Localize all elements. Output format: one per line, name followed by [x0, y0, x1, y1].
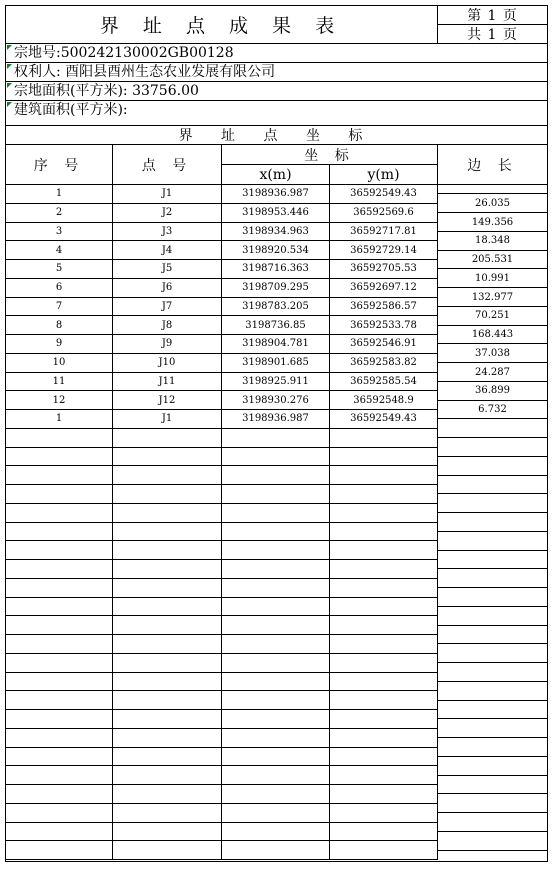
cell-y — [330, 635, 438, 653]
cell-y — [330, 710, 438, 728]
boundary-point-table — [5, 5, 548, 862]
cell-marker-icon — [7, 102, 12, 107]
cell-point: J6 — [113, 279, 222, 297]
cell-seq — [6, 804, 113, 822]
cell-point — [113, 429, 222, 447]
table-row — [6, 373, 438, 392]
cell-point — [113, 448, 222, 466]
side-length: 168.443 — [438, 326, 547, 345]
cell-seq — [6, 823, 113, 841]
table-row — [6, 410, 438, 429]
cell-y — [330, 541, 438, 559]
cell-point: J3 — [113, 223, 222, 241]
cell-seq — [6, 523, 113, 541]
column-seq: 序 号 — [6, 145, 113, 185]
side-spacer — [438, 185, 547, 194]
cell-point — [113, 748, 222, 766]
cell-x — [222, 635, 330, 653]
table-row — [6, 485, 438, 504]
side-length-column — [438, 185, 547, 851]
cell-y — [330, 579, 438, 597]
column-point: 点 号 — [113, 145, 222, 185]
table-row — [6, 204, 438, 223]
cell-seq — [6, 504, 113, 522]
cell-x — [222, 729, 330, 747]
owner: 权利人: 酉阳县酉州生态农业发展有限公司 — [14, 64, 276, 80]
cell-x — [222, 748, 330, 766]
side-length — [438, 738, 547, 757]
column-x: x(m) — [222, 165, 330, 185]
cell-x — [222, 654, 330, 672]
side-length — [438, 419, 547, 438]
table-row — [6, 748, 438, 767]
cell-point — [113, 804, 222, 822]
cell-seq: 2 — [6, 204, 113, 222]
cell-seq: 6 — [6, 279, 113, 297]
cell-point — [113, 766, 222, 784]
table-row — [6, 729, 438, 748]
cell-seq: 1 — [6, 185, 113, 203]
side-length — [438, 438, 547, 457]
cell-x — [222, 504, 330, 522]
side-length — [438, 513, 547, 532]
side-length — [438, 832, 547, 851]
cell-point: J5 — [113, 260, 222, 278]
cell-y: 36592697.12 — [330, 279, 438, 297]
cell-y — [330, 729, 438, 747]
side-length — [438, 569, 547, 588]
cell-x — [222, 448, 330, 466]
cell-y: 36592585.54 — [330, 373, 438, 391]
side-length: 132.977 — [438, 288, 547, 307]
cell-point — [113, 785, 222, 803]
cell-seq — [6, 785, 113, 803]
cell-x — [222, 804, 330, 822]
table-row — [6, 466, 438, 485]
table-row — [6, 448, 438, 467]
cell-point — [113, 673, 222, 691]
cell-x — [222, 523, 330, 541]
parcel-area: 宗地面积(平方米): 33756.00 — [14, 83, 199, 99]
cell-y: 36592549.43 — [330, 185, 438, 203]
table-row — [6, 391, 438, 410]
cell-x — [222, 766, 330, 784]
cell-seq — [6, 466, 113, 484]
cell-seq: 1 — [6, 410, 113, 428]
table-row — [6, 598, 438, 617]
cell-x: 3198925.911 — [222, 373, 330, 391]
cell-y — [330, 429, 438, 447]
cell-y — [330, 673, 438, 691]
side-length: 26.035 — [438, 194, 547, 213]
cell-point — [113, 523, 222, 541]
cell-y — [330, 823, 438, 841]
cell-point — [113, 729, 222, 747]
table-row — [6, 560, 438, 579]
side-length: 205.531 — [438, 251, 547, 270]
table-row — [6, 616, 438, 635]
cell-y: 36592533.78 — [330, 316, 438, 334]
column-y: y(m) — [330, 165, 438, 185]
side-length: 149.356 — [438, 213, 547, 232]
side-length: 37.038 — [438, 344, 547, 363]
building-area: 建筑面积(平方米): — [14, 102, 128, 118]
cell-y: 36592717.81 — [330, 223, 438, 241]
cell-marker-icon — [7, 64, 12, 69]
cell-y: 36592705.53 — [330, 260, 438, 278]
cell-y — [330, 504, 438, 522]
table-row — [6, 298, 438, 317]
cell-point — [113, 485, 222, 503]
cell-y: 36592729.14 — [330, 241, 438, 259]
cell-seq — [6, 541, 113, 559]
cell-x — [222, 485, 330, 503]
cell-seq: 11 — [6, 373, 113, 391]
cell-y — [330, 448, 438, 466]
table-row — [6, 766, 438, 785]
cell-x: 3198936.987 — [222, 185, 330, 203]
table-row — [6, 279, 438, 298]
cell-seq: 8 — [6, 316, 113, 334]
cell-point: J1 — [113, 410, 222, 428]
cell-x: 3198709.295 — [222, 279, 330, 297]
cell-seq: 7 — [6, 298, 113, 316]
side-length: 18.348 — [438, 232, 547, 251]
table-row — [6, 579, 438, 598]
table-row — [6, 335, 438, 354]
side-length — [438, 626, 547, 645]
cell-seq — [6, 841, 113, 859]
cell-x: 3198920.534 — [222, 241, 330, 259]
cell-x: 3198901.685 — [222, 354, 330, 372]
cell-y: 36592546.91 — [330, 335, 438, 353]
cell-x — [222, 598, 330, 616]
cell-x — [222, 560, 330, 578]
cell-point: J8 — [113, 316, 222, 334]
parcel-number: 宗地号:500242130002GB00128 — [14, 45, 234, 61]
cell-y: 36592583.82 — [330, 354, 438, 372]
cell-y — [330, 523, 438, 541]
side-length — [438, 813, 547, 832]
cell-seq — [6, 429, 113, 447]
cell-marker-icon — [7, 45, 12, 50]
table-row — [6, 635, 438, 654]
cell-y — [330, 766, 438, 784]
cell-y — [330, 841, 438, 859]
cell-point — [113, 691, 222, 709]
owner-row — [6, 63, 547, 82]
cell-x: 3198736.85 — [222, 316, 330, 334]
table-row — [6, 504, 438, 523]
table-row — [6, 241, 438, 260]
cell-seq — [6, 448, 113, 466]
cell-y — [330, 560, 438, 578]
cell-seq: 12 — [6, 391, 113, 409]
side-length: 24.287 — [438, 363, 547, 382]
cell-x: 3198934.963 — [222, 223, 330, 241]
cell-x — [222, 579, 330, 597]
table-row — [6, 523, 438, 542]
cell-y — [330, 485, 438, 503]
cell-seq — [6, 598, 113, 616]
page-current: 第 1 页 — [438, 6, 547, 25]
cell-y — [330, 616, 438, 634]
cell-seq: 4 — [6, 241, 113, 259]
cell-y: 36592548.9 — [330, 391, 438, 409]
side-length: 6.732 — [438, 401, 547, 420]
cell-seq — [6, 579, 113, 597]
cell-seq — [6, 748, 113, 766]
cell-x — [222, 691, 330, 709]
table-row — [6, 691, 438, 710]
cell-x: 3198904.781 — [222, 335, 330, 353]
cell-seq — [6, 635, 113, 653]
cell-point — [113, 823, 222, 841]
cell-point: J11 — [113, 373, 222, 391]
cell-point: J1 — [113, 185, 222, 203]
side-length — [438, 701, 547, 720]
cell-x: 3198936.987 — [222, 410, 330, 428]
side-length — [438, 644, 547, 663]
cell-y: 36592586.57 — [330, 298, 438, 316]
side-length — [438, 719, 547, 738]
cell-point — [113, 841, 222, 859]
cell-point: J2 — [113, 204, 222, 222]
parcel-number-row — [6, 44, 547, 63]
side-length: 36.899 — [438, 382, 547, 401]
cell-point — [113, 560, 222, 578]
cell-x — [222, 841, 330, 859]
cell-point: J12 — [113, 391, 222, 409]
table-row — [6, 185, 438, 204]
cell-x — [222, 616, 330, 634]
cell-point — [113, 635, 222, 653]
cell-point — [113, 616, 222, 634]
cell-y — [330, 598, 438, 616]
cell-x — [222, 541, 330, 559]
building-area-row — [6, 101, 547, 126]
cell-seq: 10 — [6, 354, 113, 372]
side-length: 70.251 — [438, 307, 547, 326]
side-length: 10.991 — [438, 269, 547, 288]
cell-point — [113, 654, 222, 672]
cell-x — [222, 673, 330, 691]
cell-point: J10 — [113, 354, 222, 372]
side-length — [438, 794, 547, 813]
table-title: 界 址 点 成 果 表 — [6, 6, 438, 44]
side-length — [438, 757, 547, 776]
column-side-length: 边 长 — [438, 145, 547, 185]
cell-seq: 9 — [6, 335, 113, 353]
cell-x — [222, 785, 330, 803]
table-row — [6, 316, 438, 335]
cell-y — [330, 804, 438, 822]
cell-seq: 5 — [6, 260, 113, 278]
side-length — [438, 663, 547, 682]
table-row — [6, 841, 438, 860]
cell-seq — [6, 691, 113, 709]
cell-x: 3198953.446 — [222, 204, 330, 222]
side-length — [438, 588, 547, 607]
cell-seq — [6, 485, 113, 503]
cell-point: J7 — [113, 298, 222, 316]
parcel-area-row — [6, 82, 547, 101]
cell-seq — [6, 766, 113, 784]
cell-marker-icon — [7, 83, 12, 88]
cell-x — [222, 823, 330, 841]
table-row — [6, 823, 438, 842]
cell-x — [222, 710, 330, 728]
table-row — [6, 710, 438, 729]
cell-point — [113, 504, 222, 522]
cell-point: J4 — [113, 241, 222, 259]
table-row — [6, 785, 438, 804]
table-row — [6, 673, 438, 692]
cell-y: 36592549.43 — [330, 410, 438, 428]
table-row — [6, 804, 438, 823]
column-coordinate: 坐 标 — [222, 145, 438, 165]
table-row — [6, 260, 438, 279]
cell-y — [330, 466, 438, 484]
cell-y — [330, 691, 438, 709]
side-length — [438, 551, 547, 570]
cell-seq — [6, 710, 113, 728]
side-length — [438, 776, 547, 795]
cell-seq — [6, 654, 113, 672]
section-title: 界 址 点 坐 标 — [6, 126, 547, 145]
side-length — [438, 607, 547, 626]
cell-y: 36592569.6 — [330, 204, 438, 222]
cell-point — [113, 710, 222, 728]
table-row — [6, 223, 438, 242]
cell-x — [222, 466, 330, 484]
side-length — [438, 682, 547, 701]
cell-x — [222, 429, 330, 447]
side-length — [438, 476, 547, 495]
table-row — [6, 354, 438, 373]
page-total: 共 1 页 — [438, 25, 547, 44]
table-row — [6, 541, 438, 560]
cell-x: 3198783.205 — [222, 298, 330, 316]
table-row — [6, 429, 438, 448]
cell-point — [113, 541, 222, 559]
cell-seq: 3 — [6, 223, 113, 241]
cell-seq — [6, 673, 113, 691]
cell-point — [113, 579, 222, 597]
cell-seq — [6, 616, 113, 634]
cell-x: 3198716.363 — [222, 260, 330, 278]
point-rows — [6, 185, 438, 860]
cell-point: J9 — [113, 335, 222, 353]
side-length — [438, 457, 547, 476]
cell-seq — [6, 560, 113, 578]
cell-point — [113, 466, 222, 484]
cell-y — [330, 785, 438, 803]
side-length — [438, 532, 547, 551]
cell-point — [113, 598, 222, 616]
cell-y — [330, 748, 438, 766]
table-row — [6, 654, 438, 673]
side-length — [438, 494, 547, 513]
cell-seq — [6, 729, 113, 747]
cell-y — [330, 654, 438, 672]
cell-x: 3198930.276 — [222, 391, 330, 409]
